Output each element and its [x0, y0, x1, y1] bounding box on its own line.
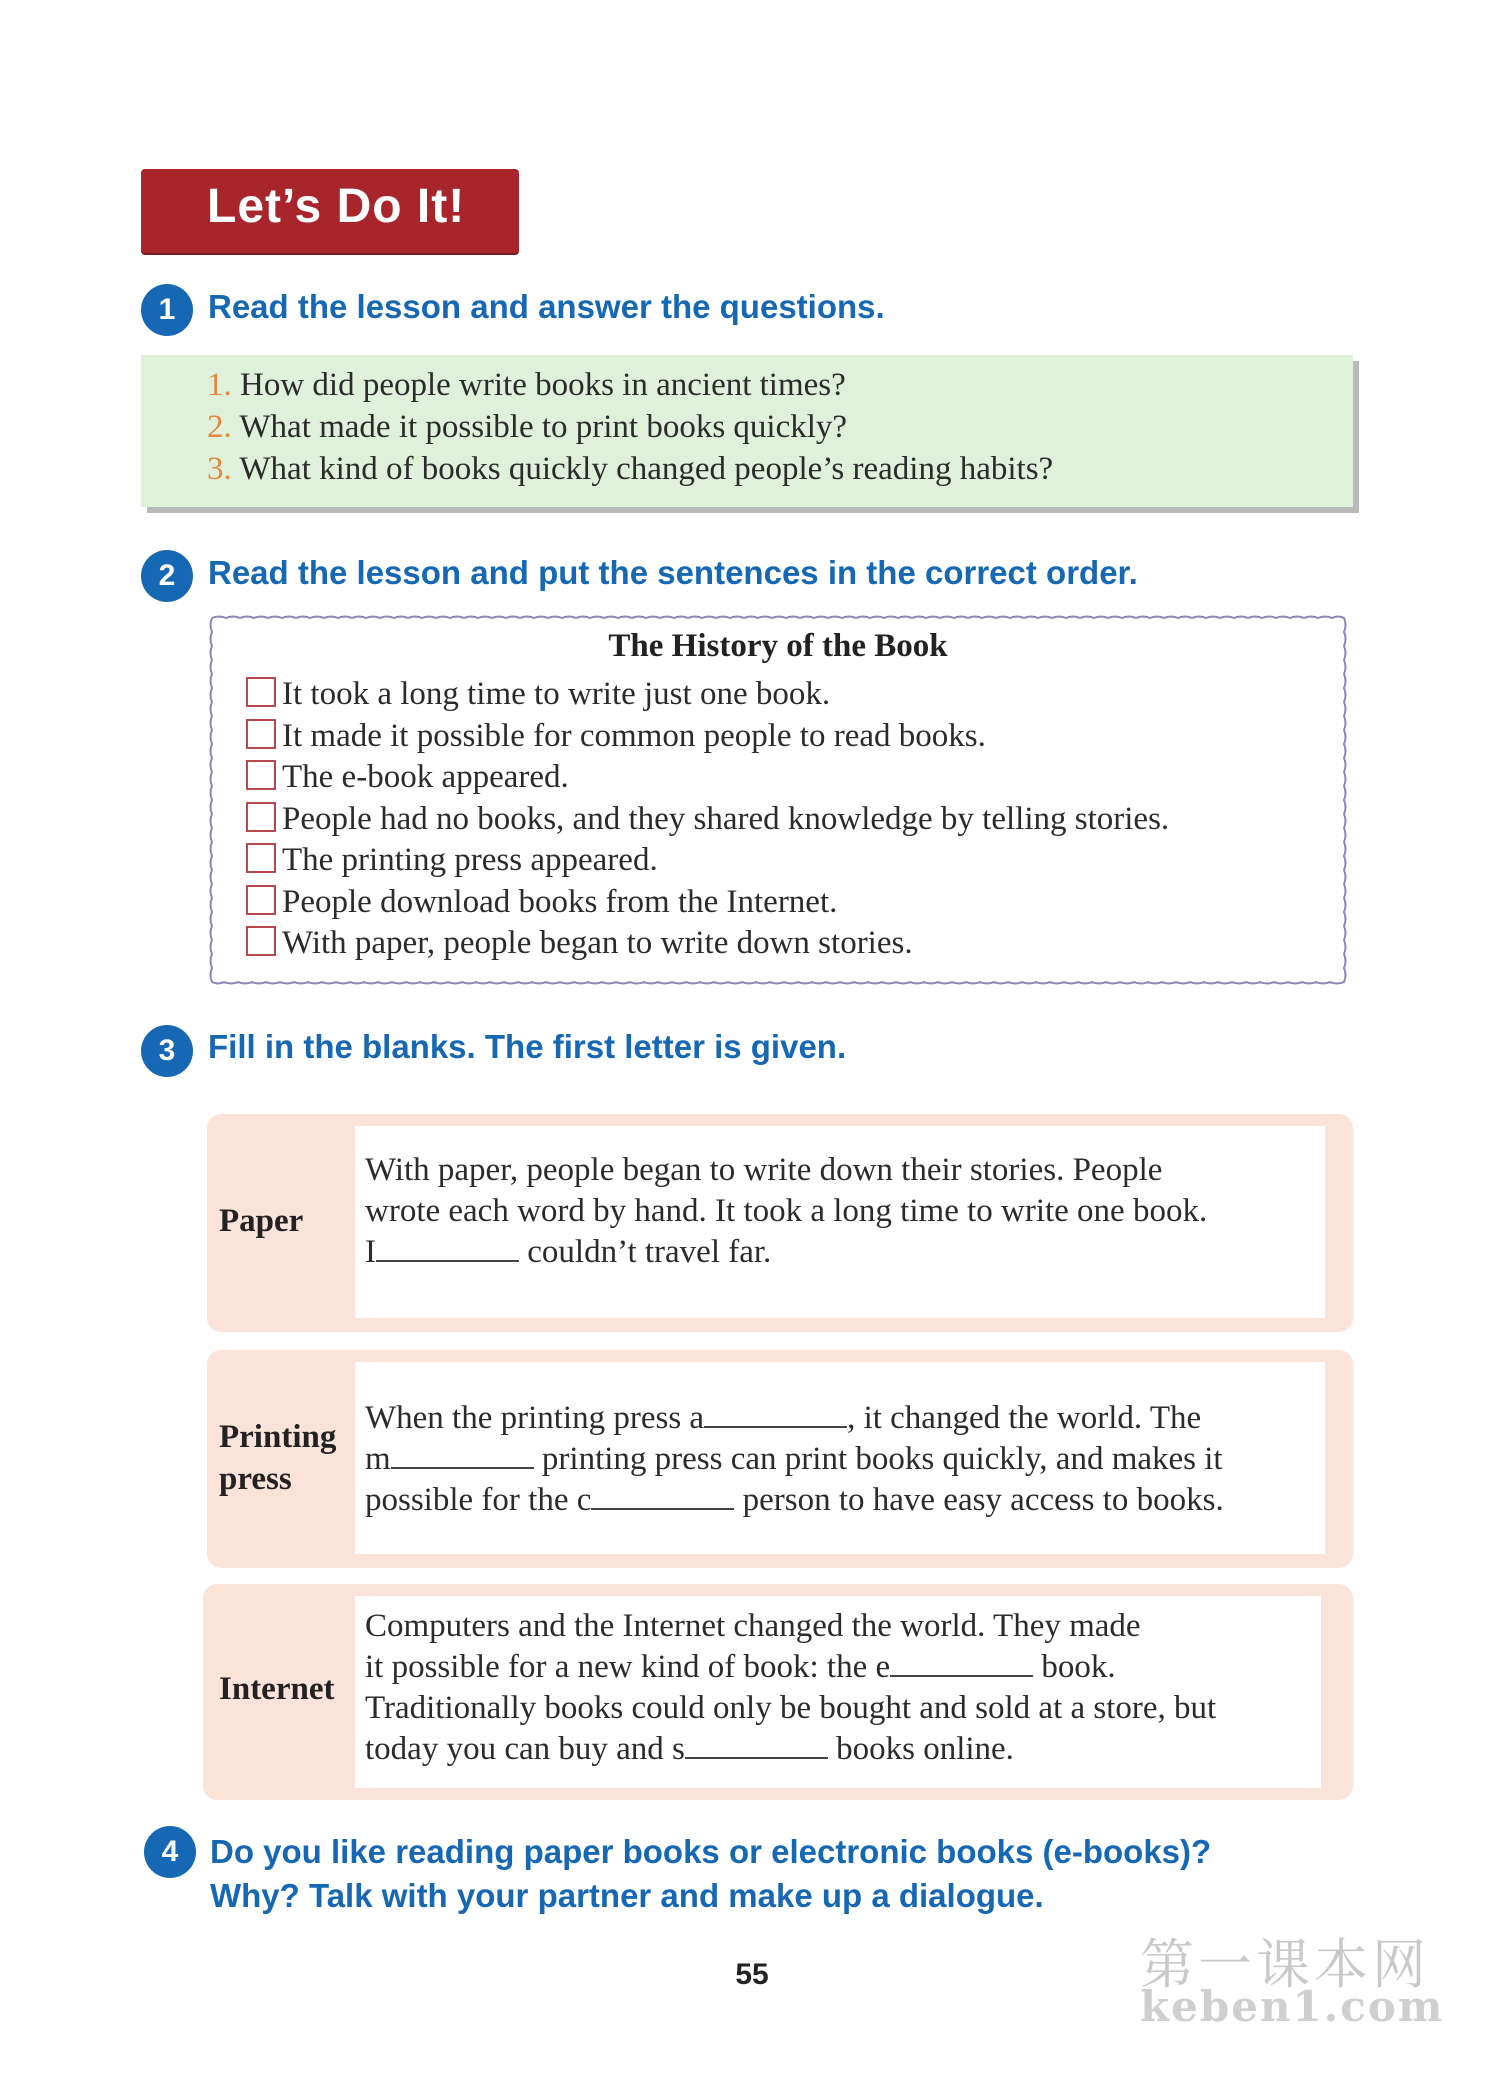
- text-span: today you can buy and s: [365, 1731, 685, 1767]
- text-span: When the printing press a: [365, 1400, 705, 1436]
- order-checkbox[interactable]: [246, 677, 276, 707]
- text-span: printing press can print books quickly, and makes it: [533, 1441, 1223, 1477]
- section-3-heading: Fill in the blanks. The first letter is given.: [208, 1028, 847, 1065]
- section-1-heading: Read the lesson and answer the questions.: [208, 288, 885, 325]
- order-checkbox[interactable]: [246, 926, 276, 956]
- label-line: Printing: [219, 1419, 337, 1455]
- fill-blank[interactable]: [591, 1480, 734, 1510]
- text-line: With paper, people began to write down their stories. People: [365, 1152, 1163, 1188]
- order-checkbox[interactable]: [246, 760, 276, 790]
- order-sentence: People had no books, and they shared knowledge by telling stories.: [282, 801, 1170, 837]
- page-number: 55: [735, 1958, 769, 1991]
- fill-blank[interactable]: [890, 1647, 1033, 1677]
- history-box-title: The History of the Book: [608, 628, 948, 664]
- fill-blank[interactable]: [391, 1439, 534, 1469]
- question-3: [207, 451, 1053, 488]
- question-text: What made it possible to print books quickly?: [239, 409, 848, 445]
- panel-text-area: [355, 1362, 1325, 1554]
- text-line: [365, 1398, 1224, 1439]
- text-span: couldn’t travel far.: [519, 1234, 772, 1270]
- section-1-number: 1: [141, 284, 193, 336]
- section-2-heading: Read the lesson and put the sentences in the correct order.: [208, 554, 1138, 591]
- order-item: [246, 925, 913, 962]
- text-line: Traditionally books could only be bought and sold at a store, but: [365, 1690, 1217, 1726]
- question-text: How did people write books in ancient times?: [240, 367, 846, 403]
- order-item: [246, 842, 658, 879]
- order-checkbox[interactable]: [246, 719, 276, 749]
- label-line: press: [219, 1461, 292, 1497]
- text-span: it possible for a new kind of book: the e: [365, 1649, 891, 1685]
- panel-label-printing-press: [219, 1416, 336, 1500]
- panel-label-internet: Internet: [219, 1671, 335, 1707]
- history-of-book-box: [208, 614, 1348, 986]
- order-checkbox[interactable]: [246, 843, 276, 873]
- order-checkbox[interactable]: [246, 802, 276, 832]
- section-4-number: 4: [144, 1826, 196, 1878]
- order-item: [246, 884, 837, 921]
- text-span: books online.: [827, 1731, 1014, 1767]
- order-sentence: The printing press appeared.: [282, 842, 658, 878]
- fill-blank[interactable]: [704, 1398, 847, 1428]
- question-1: [207, 367, 846, 404]
- text-line: [365, 1232, 1207, 1273]
- text-line: [365, 1729, 1216, 1770]
- text-span: person to have easy access to books.: [734, 1482, 1224, 1518]
- panel-paper: [207, 1114, 1353, 1332]
- text-span: possible for the c: [365, 1482, 592, 1518]
- order-sentence: With paper, people began to write down stories.: [282, 925, 913, 961]
- question-number: 3.: [207, 451, 232, 487]
- order-item: [246, 801, 1169, 838]
- question-text: What kind of books quickly changed people’s reading habits?: [239, 451, 1054, 487]
- order-sentence: It took a long time to write just one book.: [282, 676, 831, 712]
- panel-paper-text: [365, 1150, 1207, 1273]
- text-line: [365, 1439, 1224, 1480]
- section-3-number: 3: [141, 1025, 193, 1077]
- section-2-number: 2: [141, 550, 193, 602]
- heading-line: Do you like reading paper books or electronic books (e-books)?: [210, 1833, 1212, 1870]
- panel-internet-text: [365, 1606, 1216, 1770]
- text-span: book.: [1033, 1649, 1116, 1685]
- watermark-chinese: 第一课本网: [1140, 1933, 1430, 1996]
- text-span: I: [365, 1234, 376, 1270]
- text-line: [365, 1480, 1224, 1521]
- lets-do-it-banner: [141, 169, 519, 253]
- fill-blank[interactable]: [376, 1232, 519, 1262]
- order-item: [246, 718, 986, 755]
- section-4-heading: [210, 1830, 1211, 1918]
- question-number: 1.: [207, 367, 232, 403]
- questions-box: [141, 355, 1353, 507]
- panel-printing-text: [365, 1398, 1224, 1521]
- text-span: m: [365, 1441, 391, 1477]
- panel-label-paper: Paper: [219, 1203, 304, 1239]
- question-number: 2.: [207, 409, 232, 445]
- order-checkbox[interactable]: [246, 885, 276, 915]
- banner-title: Let’s Do It!: [207, 180, 466, 233]
- order-item: [246, 676, 830, 713]
- order-sentence: People download books from the Internet.: [282, 884, 838, 920]
- panel-text-area: [355, 1126, 1325, 1318]
- heading-line: Why? Talk with your partner and make up a dialogue.: [210, 1877, 1044, 1914]
- fill-blank[interactable]: [685, 1729, 828, 1759]
- panel-internet: [203, 1584, 1353, 1800]
- text-line: [365, 1647, 1216, 1688]
- watermark-url: keben1.com: [1140, 1982, 1445, 2031]
- text-span: , it changed the world. The: [847, 1400, 1202, 1436]
- order-item: [246, 759, 569, 796]
- text-line: wrote each word by hand. It took a long time to write one book.: [365, 1193, 1208, 1229]
- text-line: Computers and the Internet changed the world. They made: [365, 1608, 1141, 1644]
- question-2: [207, 409, 847, 446]
- panel-printing-press: [207, 1350, 1353, 1568]
- order-sentence: It made it possible for common people to read books.: [282, 718, 986, 754]
- order-sentence: The e-book appeared.: [282, 759, 569, 795]
- panel-text-area: [355, 1596, 1321, 1788]
